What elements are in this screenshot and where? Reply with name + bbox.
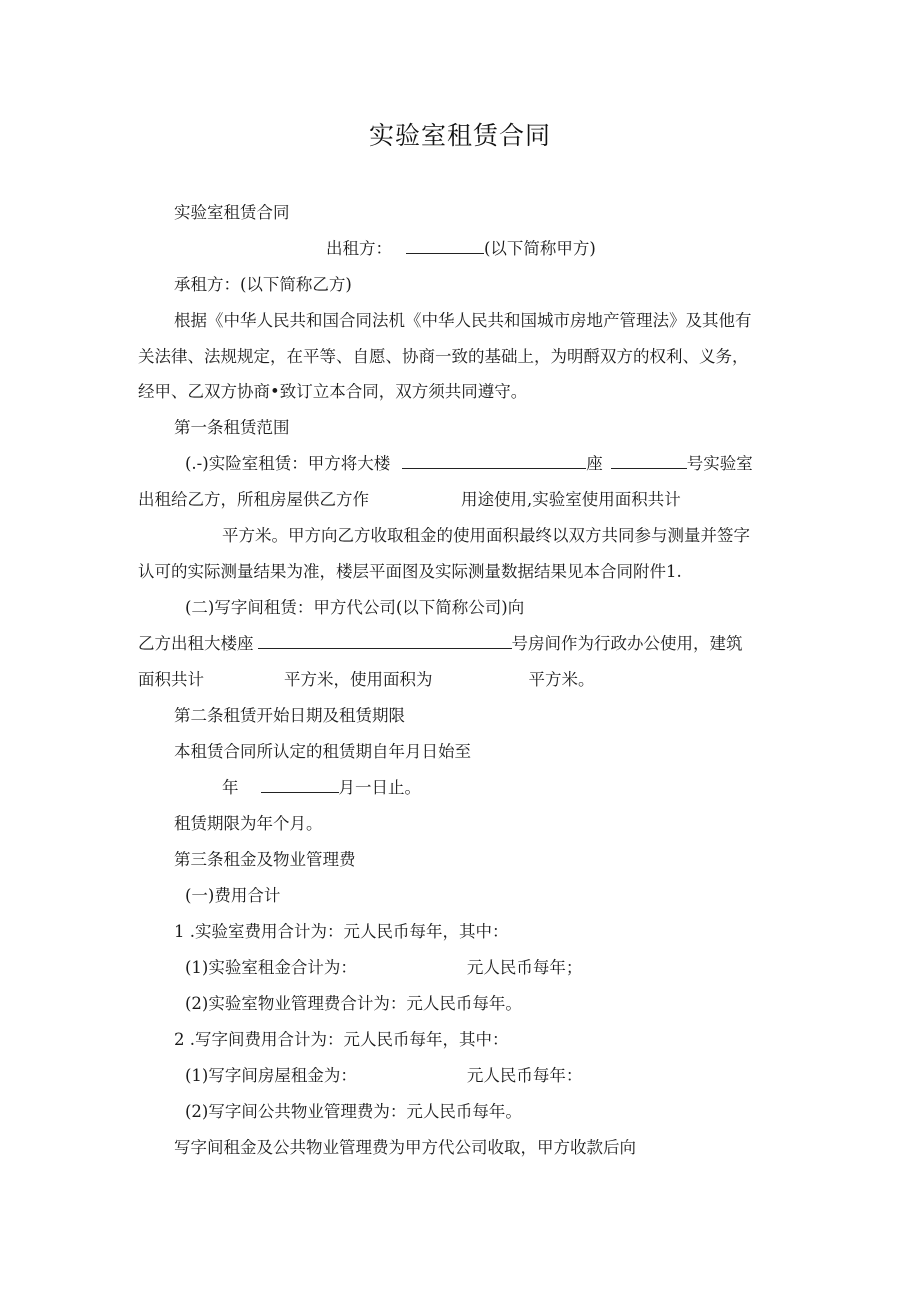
- term-length-line: 租赁期限为年个月。: [174, 814, 323, 833]
- article-2-heading: 第二条租赁开始日期及租赁期限: [174, 706, 405, 725]
- building-blank: [402, 453, 586, 469]
- office-lease-line-1: (二)写字间租赁：甲方代公司(以下简称公司)向: [185, 598, 525, 617]
- room-blank: [611, 453, 687, 469]
- lab-label: 号实验室: [686, 454, 753, 473]
- lab-rent-unit: 元人民币每年；: [466, 958, 583, 977]
- lab-property-fee-line: (2)实验室物业管理费合计为：元人民币每年。: [185, 994, 522, 1013]
- term-start-line: 本租赁合同所认定的租赁期自年月日始至: [174, 742, 471, 761]
- sqm-label: 平方米。: [528, 670, 595, 689]
- office-lease-line-3: [138, 668, 595, 692]
- year-label: 年: [222, 778, 239, 797]
- lessor-blank: [406, 238, 484, 254]
- lab-lease-text: (.-)实险室租赁：甲方将大楼: [185, 454, 391, 473]
- subtitle-line: 实验室租赁合同: [174, 203, 290, 222]
- lab-lease-line-4: 认可的实际测量结果为准，楼层平面图及实际测量数据结果见本合同附件1.: [138, 562, 682, 581]
- lessor-label: 出租方：: [326, 239, 392, 258]
- article-1-heading: 第一条租赁范围: [174, 418, 290, 437]
- lessee-line: 承租方：(以下简称乙方): [174, 275, 352, 294]
- month-blank: [261, 777, 339, 793]
- lab-lease-line-2: [138, 488, 681, 512]
- office-building-text: 乙方出租大楼座: [138, 634, 254, 653]
- preamble-line-1: 根据《中华人民共和国合同法机《中华人民共和国城市房地产管理法》及其他有: [174, 311, 752, 330]
- office-room-text: 号房间作为行政办公使用，建筑: [511, 634, 743, 653]
- fees-total-heading: (一)费用合计: [185, 886, 281, 905]
- seat-label: 座: [586, 454, 603, 473]
- end-text: 月一日止。: [338, 778, 421, 797]
- article-3-heading: 第三条租金及物业管理费: [174, 850, 356, 869]
- office-rent-label: (1)写字间房屋租金为：: [185, 1066, 357, 1085]
- office-property-fee-line: (2)写字间公共物业管理费为：元人民币每年。: [185, 1102, 522, 1121]
- lab-fees-line: 1 .实验室费用合计为：元人民币每年，其中：: [174, 922, 509, 941]
- preamble-line-2: 关法律、法规规定，在平等、自愿、协商一致的基础上，为明酹双方的权利、义务，: [138, 347, 749, 366]
- office-seat-blank: [258, 633, 512, 649]
- term-end-line: [222, 776, 421, 800]
- lab-lease-line-1: [185, 452, 753, 476]
- office-fees-line: 2 .写字间费用合计为：元人民币每年，其中：: [174, 1030, 509, 1049]
- lab-lease-line-3: 平方米。甲方向乙方收取租金的使用面积最终以双方共同参与测量并签字: [222, 526, 750, 545]
- collection-line: 写字间租金及公共物业管理费为甲方代公司收取，甲方收款后向: [174, 1138, 636, 1157]
- lab-purpose-text: 出租给乙方，所租房屋供乙方作: [138, 490, 369, 509]
- office-rent-line: [185, 1064, 582, 1088]
- lab-rent-line: [185, 956, 582, 980]
- preamble-line-3: 经甲、乙双方协商•致订立本合同，双方须共同遵守。: [138, 382, 528, 401]
- usable-area-label: 平方米，使用面积为: [284, 670, 433, 689]
- office-rent-unit: 元人民币每年：: [466, 1066, 583, 1085]
- office-lease-line-2: [138, 632, 743, 656]
- lessor-note: (以下简称甲方): [484, 239, 596, 258]
- document-title: 实验室租赁合同: [368, 121, 551, 150]
- building-area-label: 面积共计: [138, 670, 204, 689]
- lab-area-text: 用途使用,实验室使用面积共计: [461, 490, 681, 509]
- lessor-line: [326, 237, 596, 261]
- lab-rent-label: (1)实验室租金合计为：: [185, 958, 357, 977]
